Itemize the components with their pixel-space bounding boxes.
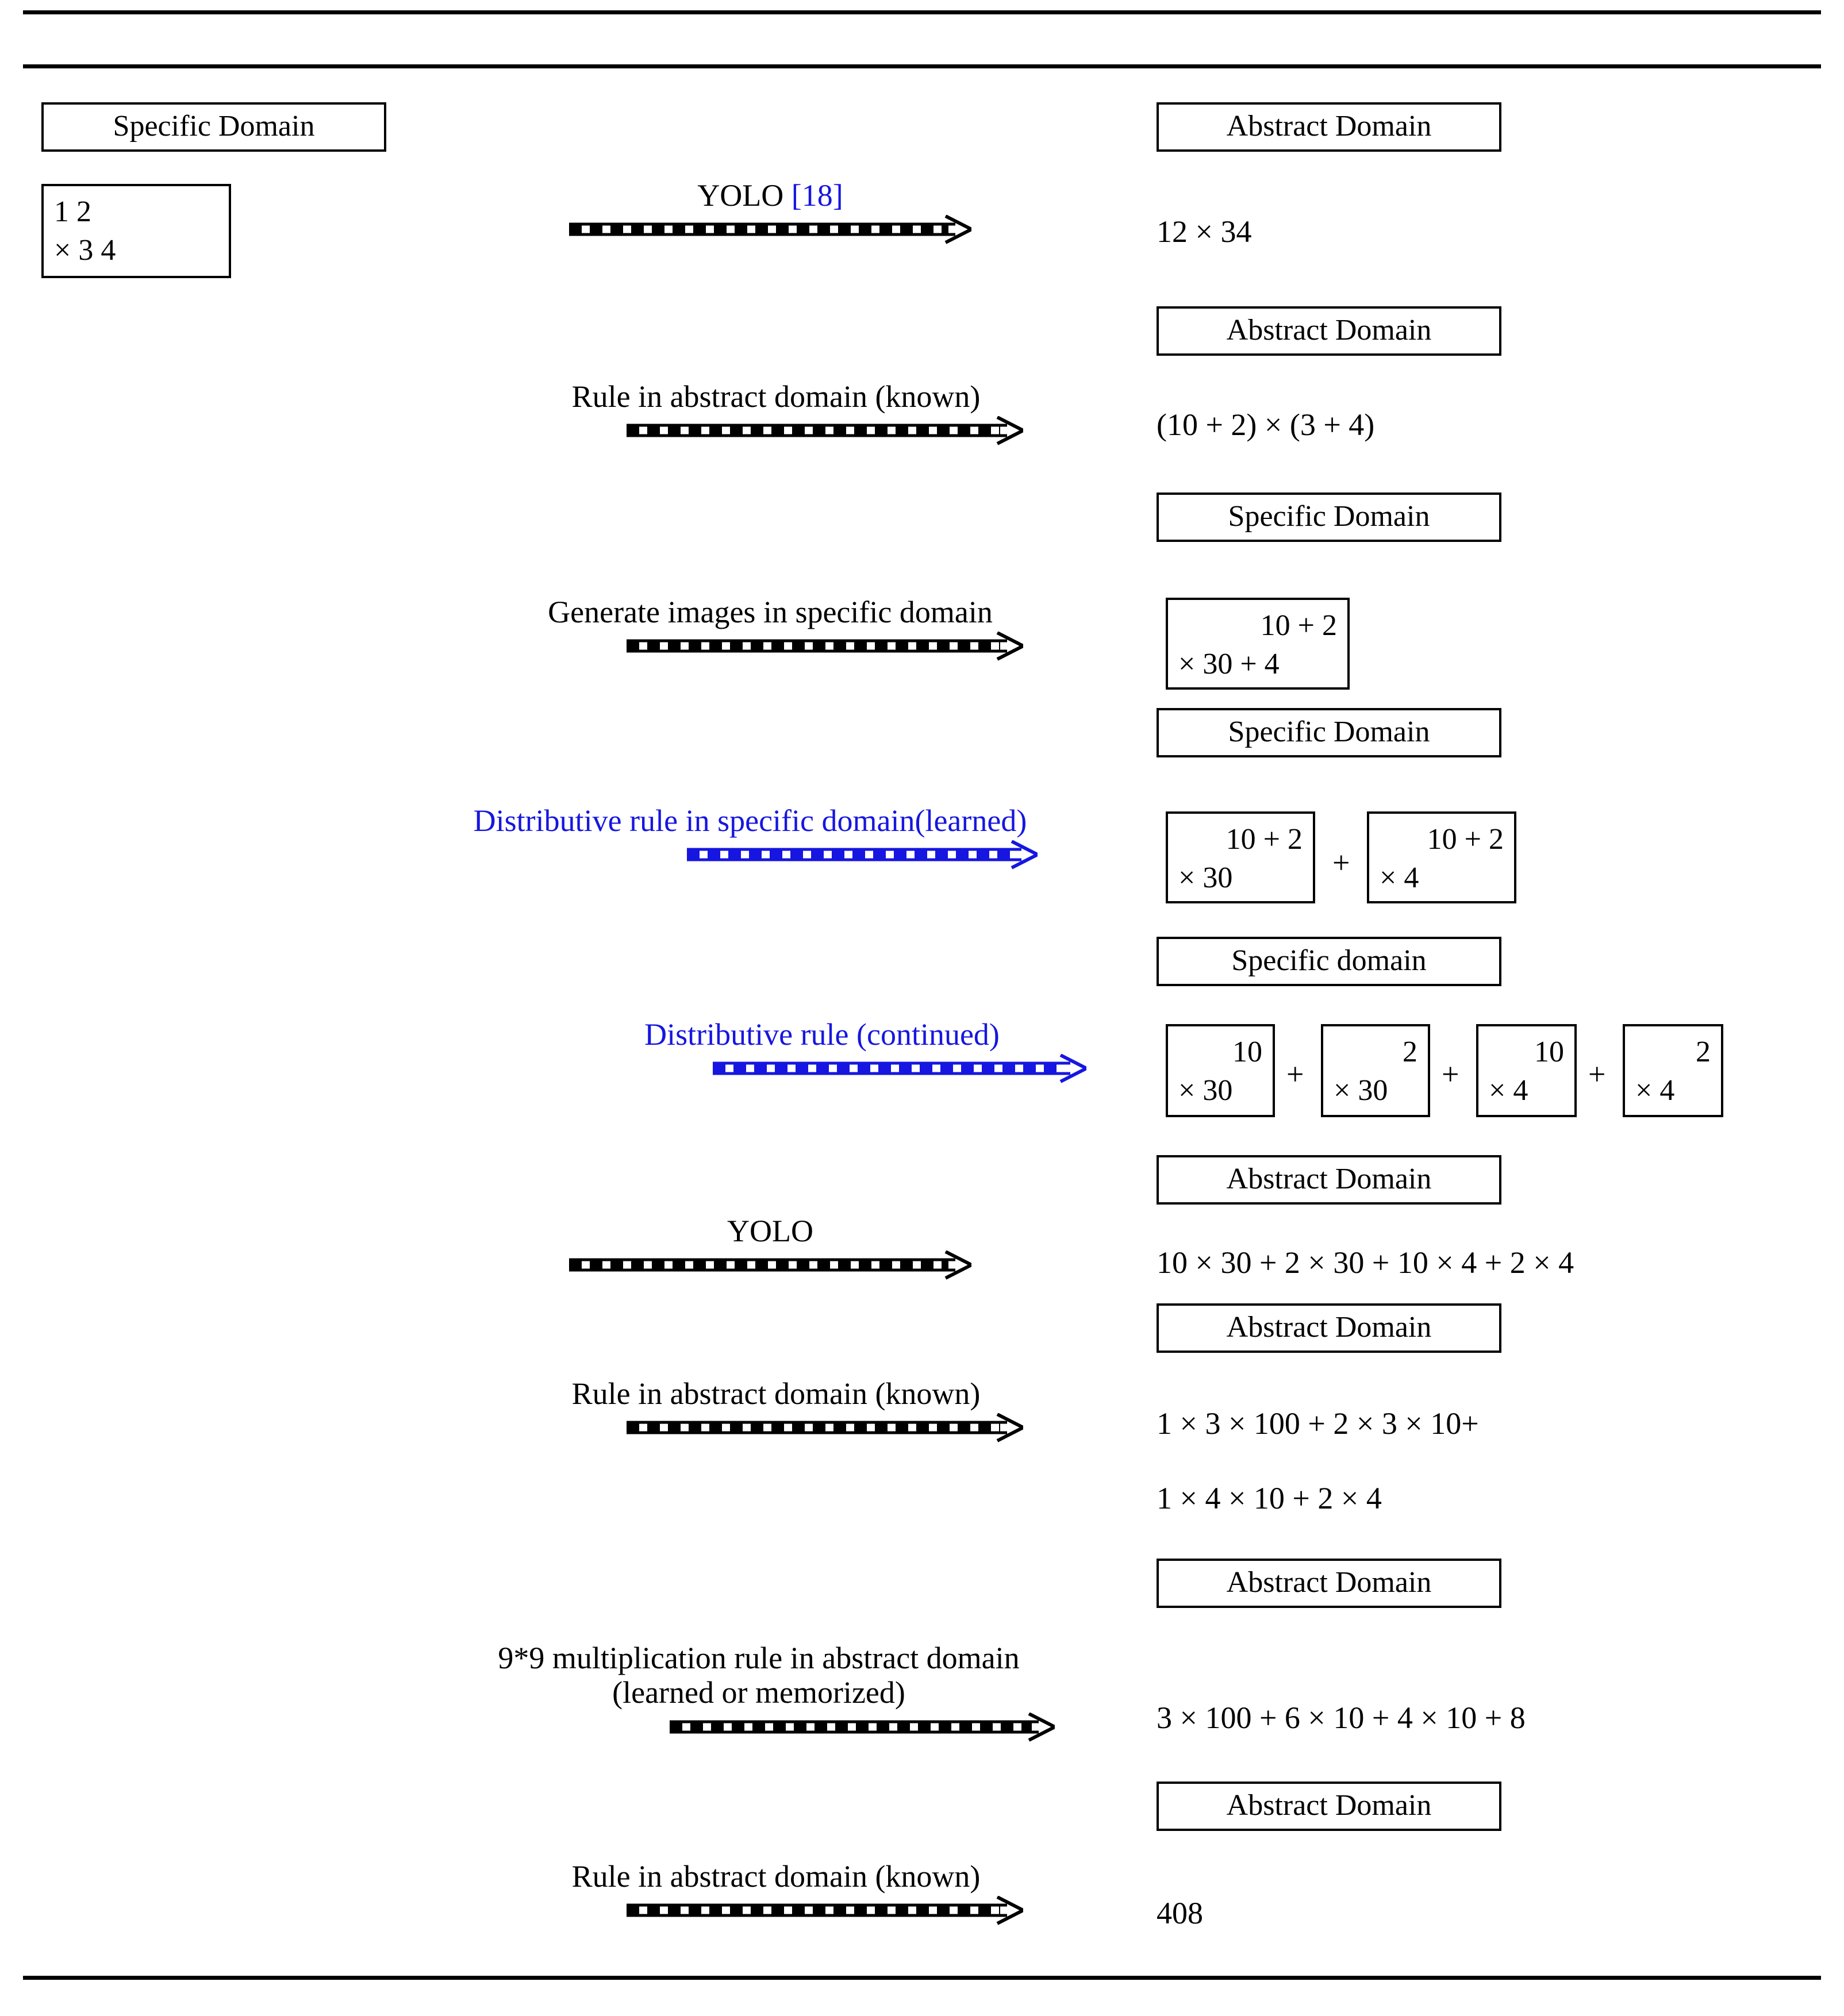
right-image-box-5-1 xyxy=(1166,1024,1275,1117)
right-label-box-9: Abstract Domain xyxy=(1157,1782,1501,1831)
right-image-box-5-2 xyxy=(1321,1024,1430,1117)
arrow-label: Generate images in specific domain xyxy=(548,595,993,629)
arrow-label: Distributive rule in specific domain(learned) xyxy=(473,803,1027,838)
right-label-box-3: Specific Domain xyxy=(1157,493,1501,542)
image-box-row-bottom: × 30 xyxy=(1178,1074,1233,1107)
image-box-row-top: 2 xyxy=(1403,1036,1417,1068)
arrow-label: Rule in abstract domain (known) xyxy=(571,1376,981,1411)
right-expression-9: 408 xyxy=(1157,1896,1203,1930)
arrow-group-yolo-1 xyxy=(563,178,977,245)
right-image-box-3-1 xyxy=(1166,598,1350,690)
table-rule-bottom xyxy=(23,1976,1821,1980)
image-box-row-top: 10 + 2 xyxy=(1226,823,1303,856)
arrow-label: YOLO xyxy=(727,1214,813,1248)
image-box-row-bottom: × 4 xyxy=(1380,861,1419,894)
right-expression-2: (10 + 2) × (3 + 4) xyxy=(1157,407,1375,442)
citation-ref: [18] xyxy=(791,178,843,213)
image-box-row-bottom: × 30 + 4 xyxy=(1178,647,1280,680)
right-expression-1: 12 × 34 xyxy=(1157,214,1252,249)
double-arrow-icon xyxy=(463,1713,1055,1742)
arrow-label: YOLO [18] xyxy=(697,178,843,213)
double-arrow-icon xyxy=(558,1054,1086,1084)
arrow-group-yolo-2 xyxy=(563,1214,977,1280)
right-image-box-4-1 xyxy=(1166,811,1315,903)
double-arrow-icon xyxy=(569,1251,971,1280)
image-box-row-bottom: × 3 4 xyxy=(54,233,116,267)
plus-separator-4-1: + xyxy=(1332,845,1350,880)
arrow-label: Rule in abstract domain (known) xyxy=(571,1859,981,1894)
arrow-group-rule-abstract-1 xyxy=(437,379,1115,446)
right-image-box-4-2 xyxy=(1367,811,1516,903)
right-expression-7-line1: 1 × 3 × 100 + 2 × 3 × 10+ xyxy=(1157,1406,1479,1441)
plus-separator-5-3: + xyxy=(1588,1057,1606,1091)
right-label-box-1: Abstract Domain xyxy=(1157,102,1501,152)
left-image-box-1-2-3-4 xyxy=(41,184,231,278)
arrow-group-generate-images xyxy=(425,595,1115,661)
arrow-label-line2: (learned or memorized) xyxy=(612,1675,905,1710)
image-box-row-top: 10 xyxy=(1232,1036,1262,1068)
plus-separator-5-2: + xyxy=(1442,1057,1459,1091)
double-arrow-icon xyxy=(529,1896,1023,1926)
double-arrow-icon xyxy=(463,840,1038,870)
right-expression-8: 3 × 100 + 6 × 10 + 4 × 10 + 8 xyxy=(1157,1700,1526,1735)
image-box-row-top: 10 + 2 xyxy=(1427,823,1504,856)
arrow-label-line1: 9*9 multiplication rule in abstract domain xyxy=(498,1641,1020,1675)
right-label-box-5: Specific domain xyxy=(1157,937,1501,986)
image-box-row-top: 2 xyxy=(1696,1036,1711,1068)
double-arrow-icon xyxy=(569,215,971,245)
arrow-group-distributive-rule-learned xyxy=(351,803,1150,870)
image-box-row-bottom: × 30 xyxy=(1334,1074,1388,1107)
image-box-row-top: 10 xyxy=(1534,1036,1564,1068)
image-box-row-top: 1 2 xyxy=(54,195,91,228)
image-box-row-bottom: × 4 xyxy=(1635,1074,1675,1107)
right-label-box-8: Abstract Domain xyxy=(1157,1559,1501,1608)
arrow-group-nine-by-nine-multiplication-rule xyxy=(368,1641,1150,1742)
right-label-box-2: Abstract Domain xyxy=(1157,306,1501,356)
plus-separator-5-1: + xyxy=(1286,1057,1304,1091)
right-image-box-5-3 xyxy=(1476,1024,1577,1117)
right-label-box-4: Specific Domain xyxy=(1157,708,1501,757)
arrow-group-rule-abstract-3 xyxy=(437,1859,1115,1926)
right-expression-7-line2: 1 × 4 × 10 + 2 × 4 xyxy=(1157,1481,1382,1515)
double-arrow-icon xyxy=(529,416,1023,446)
arrow-label: Distributive rule (continued) xyxy=(644,1017,1000,1052)
double-arrow-icon xyxy=(529,1413,1023,1443)
right-label-box-7: Abstract Domain xyxy=(1157,1303,1501,1353)
arrow-label: Rule in abstract domain (known) xyxy=(571,379,981,414)
right-expression-6: 10 × 30 + 2 × 30 + 10 × 4 + 2 × 4 xyxy=(1157,1245,1574,1280)
arrow-group-rule-abstract-2 xyxy=(437,1376,1115,1443)
arrow-group-distributive-rule-continued xyxy=(494,1017,1150,1084)
image-box-row-bottom: × 4 xyxy=(1489,1074,1528,1107)
right-image-box-5-4 xyxy=(1623,1024,1723,1117)
right-label-box-6: Abstract Domain xyxy=(1157,1155,1501,1205)
image-box-row-bottom: × 30 xyxy=(1178,861,1233,894)
double-arrow-icon xyxy=(517,632,1023,661)
image-box-row-top: 10 + 2 xyxy=(1260,609,1337,642)
table-rule-middle xyxy=(23,64,1821,68)
table-rule-top xyxy=(23,10,1821,14)
left-label-box-specific-domain: Specific Domain xyxy=(41,102,386,152)
